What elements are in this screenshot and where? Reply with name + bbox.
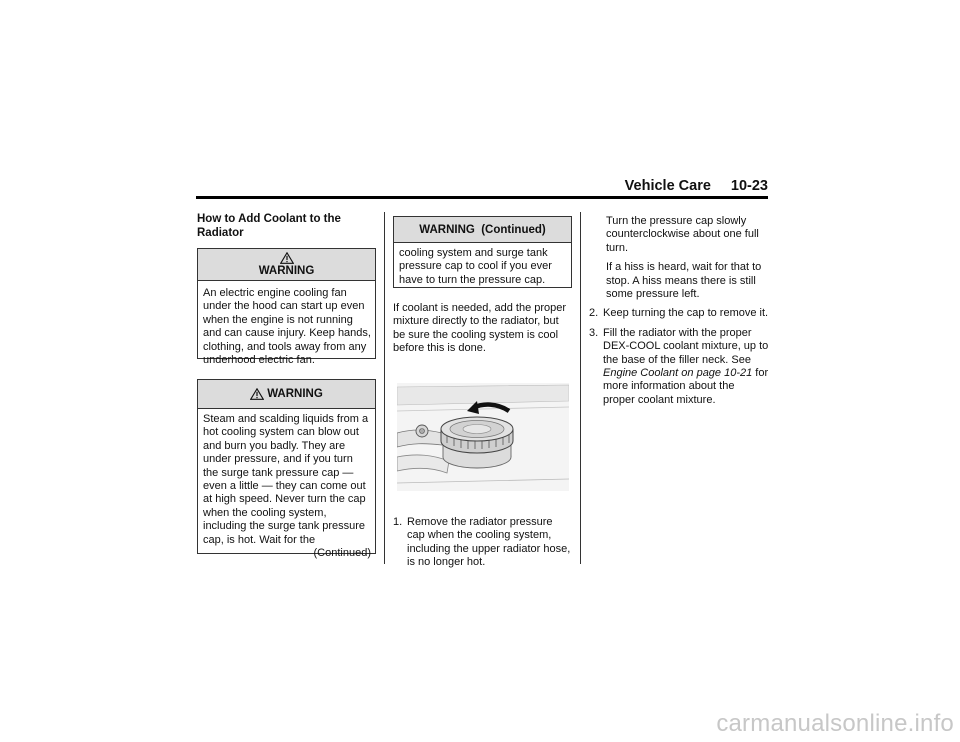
page-header — [598, 178, 768, 194]
warning-label: WARNING — [258, 265, 315, 277]
list-item — [589, 327, 769, 407]
warning-text: An electric engine cooling fan under the hood can start up even when the engine is not running and can cause injury. Keep hands, clothing, and tools away from any underhood electric fan. — [203, 287, 371, 367]
warning-header — [198, 249, 375, 281]
column-1 — [197, 213, 377, 240]
step-text: Keep turning the cap to remove it. — [603, 307, 769, 320]
warning-box-steam — [197, 379, 376, 560]
warning-triangle-icon — [280, 252, 294, 264]
section-heading: How to Add Coolant to the Radiator — [197, 213, 341, 239]
step-number: 1. — [393, 516, 403, 528]
warning-box-fan — [197, 248, 376, 367]
step-text — [603, 327, 769, 407]
step-continuation: Turn the pressure cap slowly counterclockwise about one full turn. — [606, 215, 759, 254]
step-text-before: Fill the radiator with the proper DEX-COOL coolant mixture, up to the base of the filler neck. See — [603, 326, 769, 366]
coolant-paragraph: If coolant is needed, add the proper mixture directly to the radiator, but be sure the cooling system is cool before this is done. — [393, 302, 567, 355]
step-text-after: for more information about the proper coolant mixture. — [603, 367, 769, 406]
step-number: 3. — [589, 326, 599, 339]
warning-label: WARNING (Continued) — [419, 223, 546, 236]
page-number: 10-23 — [730, 178, 768, 194]
header-rule — [196, 196, 768, 199]
warning-text: cooling system and surge tank pressure cap to cool if you ever have to turn the pressure cap. — [399, 247, 552, 286]
list-item — [393, 516, 571, 570]
column-divider-1 — [384, 212, 385, 564]
column-divider-2 — [580, 212, 581, 564]
watermark: carmanualsonline.info — [716, 710, 954, 737]
steps-list-col2 — [393, 516, 571, 570]
warning-header — [394, 217, 571, 243]
warning-label: WARNING — [267, 388, 323, 400]
warning-header — [198, 380, 375, 409]
column-3 — [589, 215, 769, 407]
list-item — [589, 307, 769, 320]
step-number: 2. — [589, 307, 599, 320]
continued-label: (Continued) — [313, 547, 371, 560]
warning-header-row — [250, 388, 323, 400]
warning-box-continued — [393, 216, 572, 288]
warning-triangle-icon — [250, 388, 264, 400]
section-title: Vehicle Care — [624, 178, 711, 194]
warning-body — [198, 409, 375, 566]
step-continuation: If a hiss is heard, wait for that to stop. A hiss means there is still some pressure left. — [606, 261, 762, 301]
step-text: Remove the radiator pressure cap when the cooling system, including the upper radiator hose, is no longer hot. — [407, 516, 571, 569]
radiator-cap-illustration — [397, 383, 569, 491]
warning-text: Steam and scalding liquids from a hot cooling system can blow out and burn you badly. They are under pressure, and if you turn the surge tank pressure cap — even a little — they can come out at high speed. Never turn the cap when the cooling system, including the surge tank pressure cap, is hot. Wait for the — [203, 413, 369, 546]
cross-reference-link[interactable]: Engine Coolant on page 10-21 — [603, 367, 753, 380]
